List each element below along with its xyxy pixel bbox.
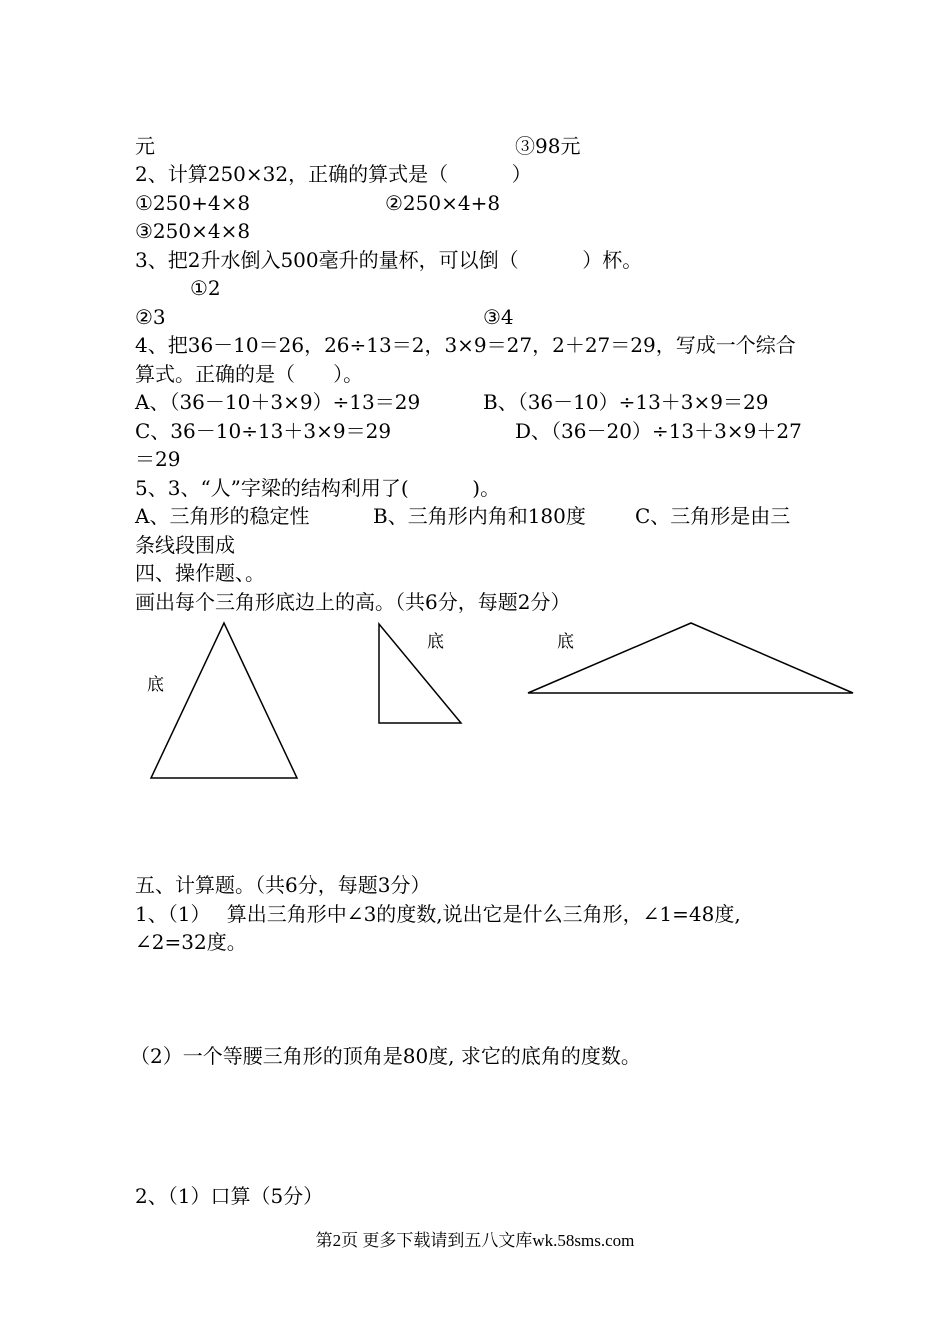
section-5-heading: 五、计算题。（共6分，每题3分） — [135, 873, 431, 897]
triangle-obtuse — [528, 623, 853, 693]
q5-option-b: B、三角形内角和180度 — [373, 504, 586, 528]
q5-option-c: C、三角形是由三 — [635, 504, 791, 528]
q5-option-a: A、三角形的稳定性 — [135, 504, 310, 528]
base-label-2: 底 — [427, 632, 444, 652]
q2-option-2: ②250×4+8 — [385, 191, 501, 215]
base-label-3: 底 — [557, 632, 574, 652]
q2-option-1: ①250+4×8 — [135, 191, 251, 215]
line-option-yuan: 元 — [135, 134, 155, 158]
question-5-2: （2）一个等腰三角形的顶角是80度, 求它的底角的度数。 — [130, 1044, 641, 1068]
question-5-1-cont: ∠2=32度。 — [135, 930, 247, 954]
question-oral: 2、（1）口算（5分） — [135, 1184, 324, 1208]
question-4: 4、把36－10＝26，26÷13＝2，3×9＝27，2＋27＝29，写成一个综合 — [135, 333, 796, 357]
page-footer: 第2页 更多下载请到五八文库wk.58sms.com — [315, 1231, 635, 1250]
q4-option-b: B、（36－10）÷13＋3×9＝29 — [483, 390, 769, 414]
question-2: 2、计算250×32，正确的算式是（ ） — [135, 162, 532, 186]
base-label-1: 底 — [147, 675, 164, 695]
q3-option-3: ③4 — [483, 305, 514, 329]
q2-option-3: ③250×4×8 — [135, 219, 251, 243]
question-4-cont: 算式。正确的是（ ）。 — [135, 362, 364, 386]
q4-option-d: D、（36－20）÷13＋3×9＋27 — [515, 419, 802, 443]
q4-option-c: C、36－10÷13＋3×9＝29 — [135, 419, 392, 443]
question-5: 5、3、“人”字梁的结构利用了( )。 — [135, 476, 501, 500]
section-4-instruction: 画出每个三角形底边上的高。（共6分，每题2分） — [135, 590, 571, 614]
section-4-heading: 四、操作题、。 — [135, 561, 265, 585]
triangle-right — [379, 624, 461, 723]
q4-option-a: A、（36－10＋3×9）÷13＝29 — [135, 390, 421, 414]
q3-option-1: ①2 — [190, 276, 221, 300]
q5-option-c-cont: 条线段围成 — [135, 533, 235, 557]
triangle-acute — [151, 623, 297, 778]
q3-option-2: ②3 — [135, 305, 166, 329]
q4-option-d-cont: ＝29 — [135, 447, 181, 471]
question-3: 3、把2升水倒入500毫升的量杯，可以倒（ ）杯。 — [135, 248, 643, 272]
question-5-1: 1、（1） 算出三角形中∠3的度数,说出它是什么三角形，∠1=48度, — [135, 902, 741, 926]
line-option-98: ③98元 — [515, 134, 581, 158]
